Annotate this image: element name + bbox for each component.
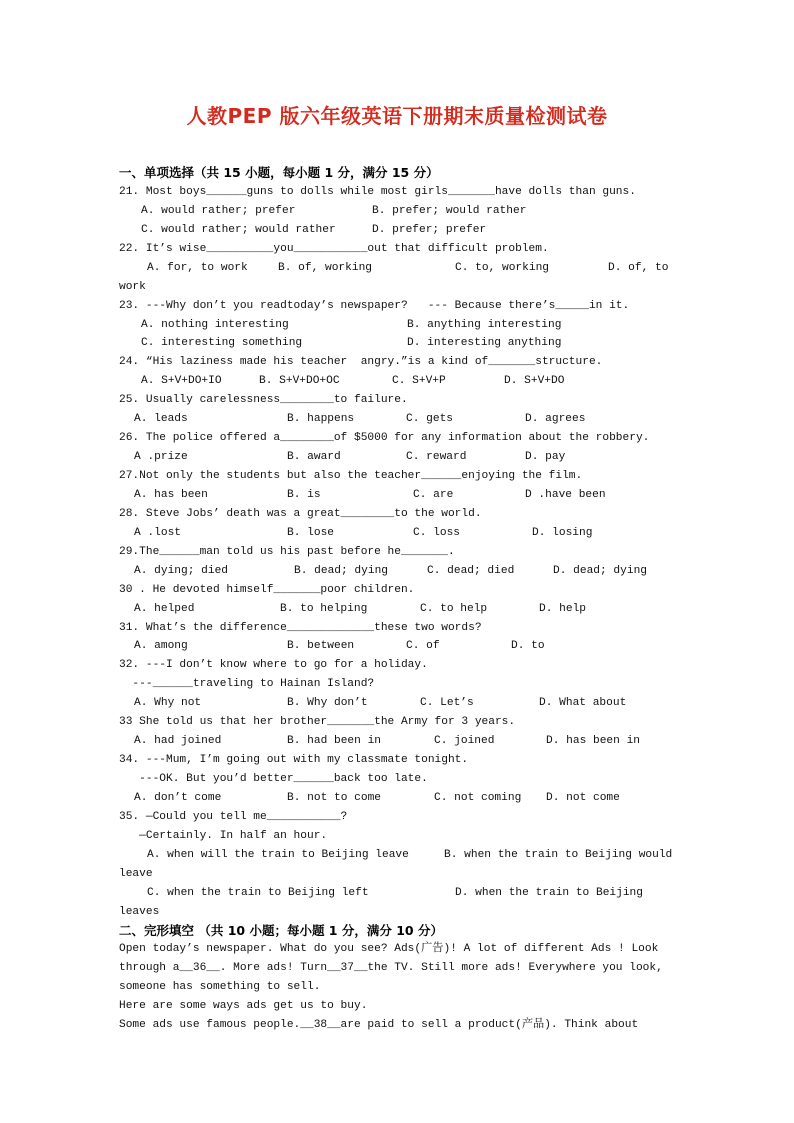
answer-options-row [119, 448, 679, 467]
exam-body [119, 164, 679, 1035]
answer-option: C. S+V+P [392, 375, 446, 388]
answer-option: A. dying; died [134, 564, 228, 577]
answer-option: D .have been [525, 488, 606, 501]
answer-option: B. is [287, 488, 321, 501]
text-line: 33 She told us that her brother_______the Army for 3 years. [119, 716, 516, 729]
answer-option: D. not come [546, 791, 620, 804]
answer-option: C. not coming [434, 791, 522, 804]
answer-option: B. dead; dying [294, 564, 388, 577]
text-line: someone has something to sell. [119, 981, 321, 994]
answer-option: B. happens [287, 413, 355, 426]
text-line: 35. —Could you tell me___________? [119, 810, 348, 823]
answer-option: B. award [287, 451, 341, 464]
answer-option: A. nothing interesting [141, 318, 289, 331]
answer-option: C. are [413, 488, 454, 501]
answer-option: A. don’t come [134, 791, 222, 804]
answer-options-row [119, 732, 679, 751]
text-line: 34. ---Mum, I’m going out with my classmate tonight. [119, 754, 469, 767]
answer-option: D. What about [539, 697, 627, 710]
answer-options-row [119, 524, 679, 543]
answer-option: D. to [511, 640, 545, 653]
answer-option: C. of [406, 640, 440, 653]
page-title: 人教PEP 版六年级英语下册期末质量检测试卷 [186, 104, 608, 128]
answer-option: C. joined [434, 735, 495, 748]
answer-option: A. when will the train to Beijing leave [147, 848, 409, 861]
text-line: Some ads use famous people.__38__are paid to sell a product(产品). Think about [119, 1019, 639, 1032]
answer-options-row [119, 637, 679, 656]
answer-option: D. pay [525, 451, 566, 464]
text-line: ---OK. But you’d better______back too late. [119, 773, 428, 785]
answer-option: A. would rather; prefer [141, 204, 296, 217]
text-line: 21. Most boys______guns to dolls while most girls_______have dolls than guns. [119, 185, 636, 198]
text-line: leaves [119, 905, 160, 918]
text-line: through a__36__. More ads! Turn__37__the TV. Still more ads! Everywhere you look, [119, 962, 663, 975]
answer-option: A .prize [134, 451, 188, 464]
answer-options-row [119, 884, 679, 903]
text-line: Open today’s newspaper. What do you see? Ads(广告)! A lot of different Ads ! Look [119, 943, 659, 956]
text-line: 31. What’s the difference_____________these two words? [119, 621, 482, 634]
answer-option: A. has been [134, 488, 208, 501]
answer-options-row [119, 694, 679, 713]
text-line: 27.Not only the students but also the teacher______enjoying the film. [119, 470, 583, 482]
answer-option: A. helped [134, 602, 195, 615]
text-line: —Certainly. In half an hour. [119, 829, 328, 842]
answer-option: B. of, working [278, 261, 372, 274]
answer-options-row [119, 486, 679, 505]
answer-options-row [119, 259, 679, 278]
answer-option: C. reward [406, 451, 467, 464]
text-line: 24. “His laziness made his teacher angry.”is a kind of_______structure. [119, 356, 603, 369]
answer-options-row [119, 221, 679, 240]
answer-option: C. loss [413, 526, 460, 539]
answer-option: C. to help [420, 602, 488, 615]
answer-option: B. between [287, 640, 355, 653]
text-line: 23. ---Why don’t you readtoday’s newspaper? --- Because there’s_____in it. [119, 299, 630, 312]
text-line: 26. The police offered a________of $5000 for any information about the robbery. [119, 432, 650, 445]
section-heading: 二、完形填空 （共 10 小题；每小题 1 分，满分 10 分） [119, 922, 443, 938]
answer-option: A .lost [134, 526, 181, 539]
text-line: 32. ---I don’t know where to go for a holiday. [119, 659, 428, 672]
answer-options-row [119, 316, 679, 335]
answer-options-row [119, 202, 679, 221]
answer-option: A. Why not [134, 697, 202, 710]
answer-option: C. gets [406, 413, 453, 426]
answer-options-row [119, 789, 679, 808]
section-heading: 一、单项选择（共 15 小题，每小题 1 分，满分 15 分） [119, 165, 439, 180]
answer-option: D. prefer; prefer [372, 223, 487, 236]
answer-option: D. interesting anything [407, 337, 562, 350]
answer-option: A. leads [134, 413, 188, 426]
answer-option: C. to, working [455, 261, 549, 274]
text-line: 28. Steve Jobs’ death was a great________to the world. [119, 507, 482, 520]
answer-option: C. would rather; would rather [141, 223, 336, 236]
answer-option: B. lose [287, 526, 334, 539]
answer-option: A. S+V+DO+IO [141, 375, 222, 388]
text-line: leave [119, 867, 153, 880]
text-line: work [119, 280, 146, 293]
answer-option: D. losing [532, 526, 593, 539]
answer-option: C. when the train to Beijing left [147, 886, 369, 899]
answer-option: C. interesting something [141, 337, 303, 350]
answer-option: C. dead; died [427, 564, 515, 577]
answer-option: B. anything interesting [407, 318, 562, 331]
answer-option: D. help [539, 602, 586, 615]
answer-options-row [119, 410, 679, 429]
text-line: 30 . He devoted himself_______poor children. [119, 583, 415, 596]
answer-options-row [119, 846, 679, 865]
text-line: 22. It’s wise__________you___________out that difficult problem. [119, 242, 549, 255]
answer-option: B. not to come [287, 791, 381, 804]
text-line: 29.The______man told us his past before he_______. [119, 545, 455, 558]
answer-option: D. S+V+DO [504, 375, 565, 388]
answer-option: C. Let’s [420, 697, 474, 710]
answer-options-row [119, 334, 679, 353]
answer-option: A. had joined [134, 735, 222, 748]
answer-options-row [119, 372, 679, 391]
answer-options-row [119, 600, 679, 619]
answer-option: A. among [134, 640, 188, 653]
answer-option: D. of, to [608, 261, 669, 274]
text-line: ---______traveling to Hainan Island? [119, 678, 375, 691]
answer-option: B. prefer; would rather [372, 204, 527, 217]
text-line: Here are some ways ads get us to buy. [119, 1000, 368, 1013]
answer-option: A. for, to work [147, 261, 248, 274]
answer-option: B. to helping [280, 602, 368, 615]
answer-option: D. when the train to Beijing [455, 886, 643, 899]
answer-option: B. Why don’t [287, 697, 368, 710]
answer-option: D. has been in [546, 735, 640, 748]
answer-options-row [119, 562, 679, 581]
answer-option: B. S+V+DO+OC [259, 375, 340, 388]
answer-option: D. dead; dying [553, 564, 647, 577]
text-line: 25. Usually carelessness________to failure. [119, 394, 408, 407]
answer-option: B. had been in [287, 735, 381, 748]
answer-option: B. when the train to Beijing would [444, 848, 673, 861]
answer-option: D. agrees [525, 413, 586, 426]
